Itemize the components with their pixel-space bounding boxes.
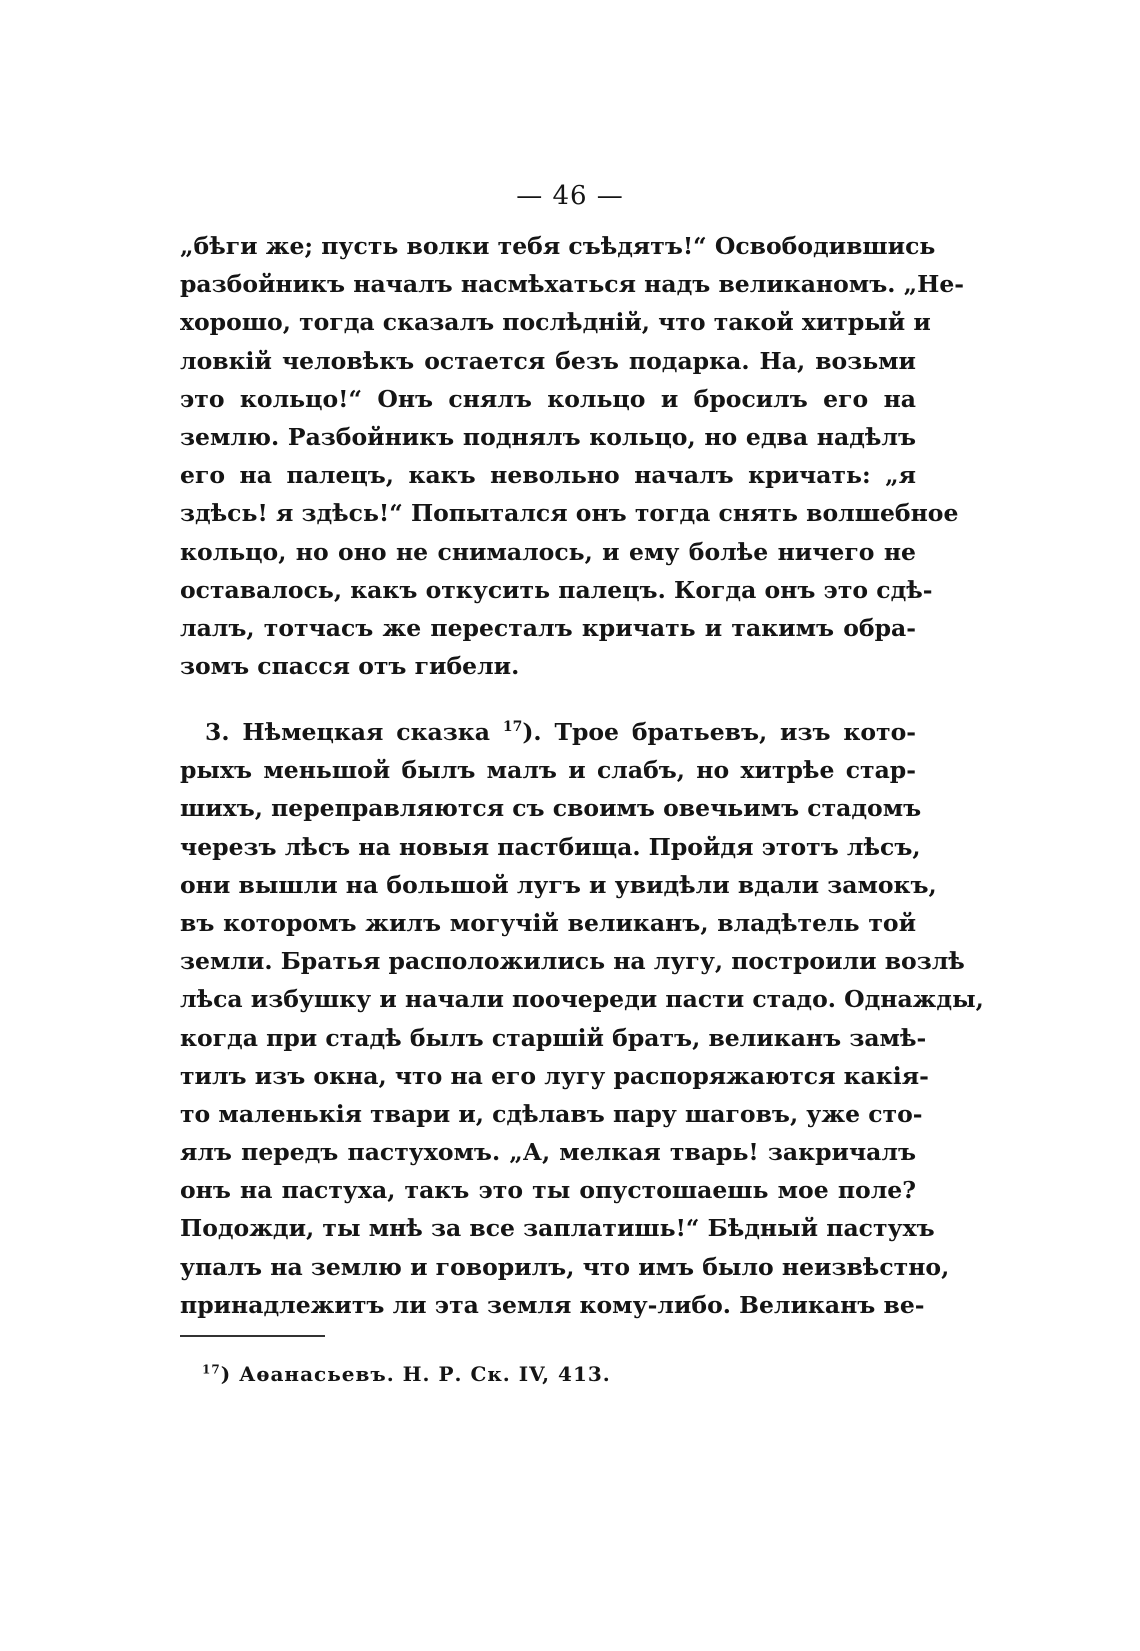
text-line: тилъ изъ окна, что на его лугу распоряжаются какія- [180,1061,929,1090]
text-line: хорошо, тогда сказалъ послѣдній, что такой хитрый и [180,308,931,337]
footnote [202,1362,611,1386]
text-line: черезъ лѣсъ на новыя пастбища. Пройдя этотъ лѣсъ, [180,832,921,861]
footnote-text: ) Аѳанасьевъ. Н. Р. Ск. IV, 413. [220,1362,611,1386]
paragraph-2-first-line [180,713,916,751]
text-line: зомъ спасся отъ гибели. [180,652,520,681]
text-line: землю. Разбойникъ поднялъ кольцо, но едва надѣлъ [180,422,916,451]
section-heading: 3. Нѣмецкая сказка [205,718,490,746]
text-line: то маленькія твари и, сдѣлавъ пару шаговъ, уже сто- [180,1099,923,1128]
text-line: Подожди, ты мнѣ за все заплатишь!“ Бѣдный пастухъ [180,1214,935,1243]
text-line: оставалось, какъ откусить палецъ. Когда онъ это сдѣ- [180,575,933,604]
text-line: они вышли на большой лугъ и увидѣли вдали замокъ, [180,870,937,899]
paragraph-1 [180,227,965,685]
footnote-marker: 17 [202,1362,221,1377]
text-line: ялъ передъ пастухомъ. „А, мелкая тварь! закричалъ [180,1138,916,1167]
page-number: — 46 — [516,181,624,211]
text-line: кольцо, но оно не снималось, и ему болѣе ничего не [180,537,916,566]
paragraph-2 [180,713,984,1324]
footnote-divider [180,1335,325,1337]
text-line: онъ на пастуха, такъ это ты опустошаешь мое поле? [180,1176,916,1205]
text-line: ловкій человѣкъ остается безъ подарка. На, возьми [180,346,916,375]
text-line: здѣсь! я здѣсь!“ Попытался онъ тогда снять волшебное [180,499,959,528]
text-line: разбойникъ началъ насмѣхаться надъ великаномъ. „Не- [180,270,965,299]
text-line: упалъ на землю и говорилъ, что имъ было неизвѣстно, [180,1252,950,1281]
text-line: рыхъ меньшой былъ малъ и слабъ, но хитрѣе стар- [180,756,916,785]
text-line: шихъ, переправляются съ своимъ овечьимъ стадомъ [180,794,922,823]
text-line: лѣса избушку и начали поочереди пасти стадо. Однажды, [180,985,984,1014]
text-line: въ которомъ жилъ могучій великанъ, владѣтель той [180,908,916,937]
text-line: земли. Братья расположились на лугу, построили возлѣ [180,947,965,976]
text-line: это кольцо!“ Онъ снялъ кольцо и бросилъ его на [180,384,916,413]
text-line: лалъ, тотчасъ же пересталъ кричать и такимъ обра- [180,613,916,642]
text-line: его на палецъ, какъ невольно началъ кричать: „я [180,461,916,490]
text-line: когда при стадѣ былъ старшій братъ, великанъ замѣ- [180,1023,927,1052]
paragraph-2-first-line-text: ). Трое братьевъ, изъ кото- [522,718,916,746]
text-line: принадлежитъ ли эта земля кому-либо. Великанъ ве- [180,1290,925,1319]
text-line: „бѣги же; пусть волки тебя съѣдятъ!“ Освободившись [180,232,936,260]
footnote-reference[interactable]: 17 [502,719,523,736]
